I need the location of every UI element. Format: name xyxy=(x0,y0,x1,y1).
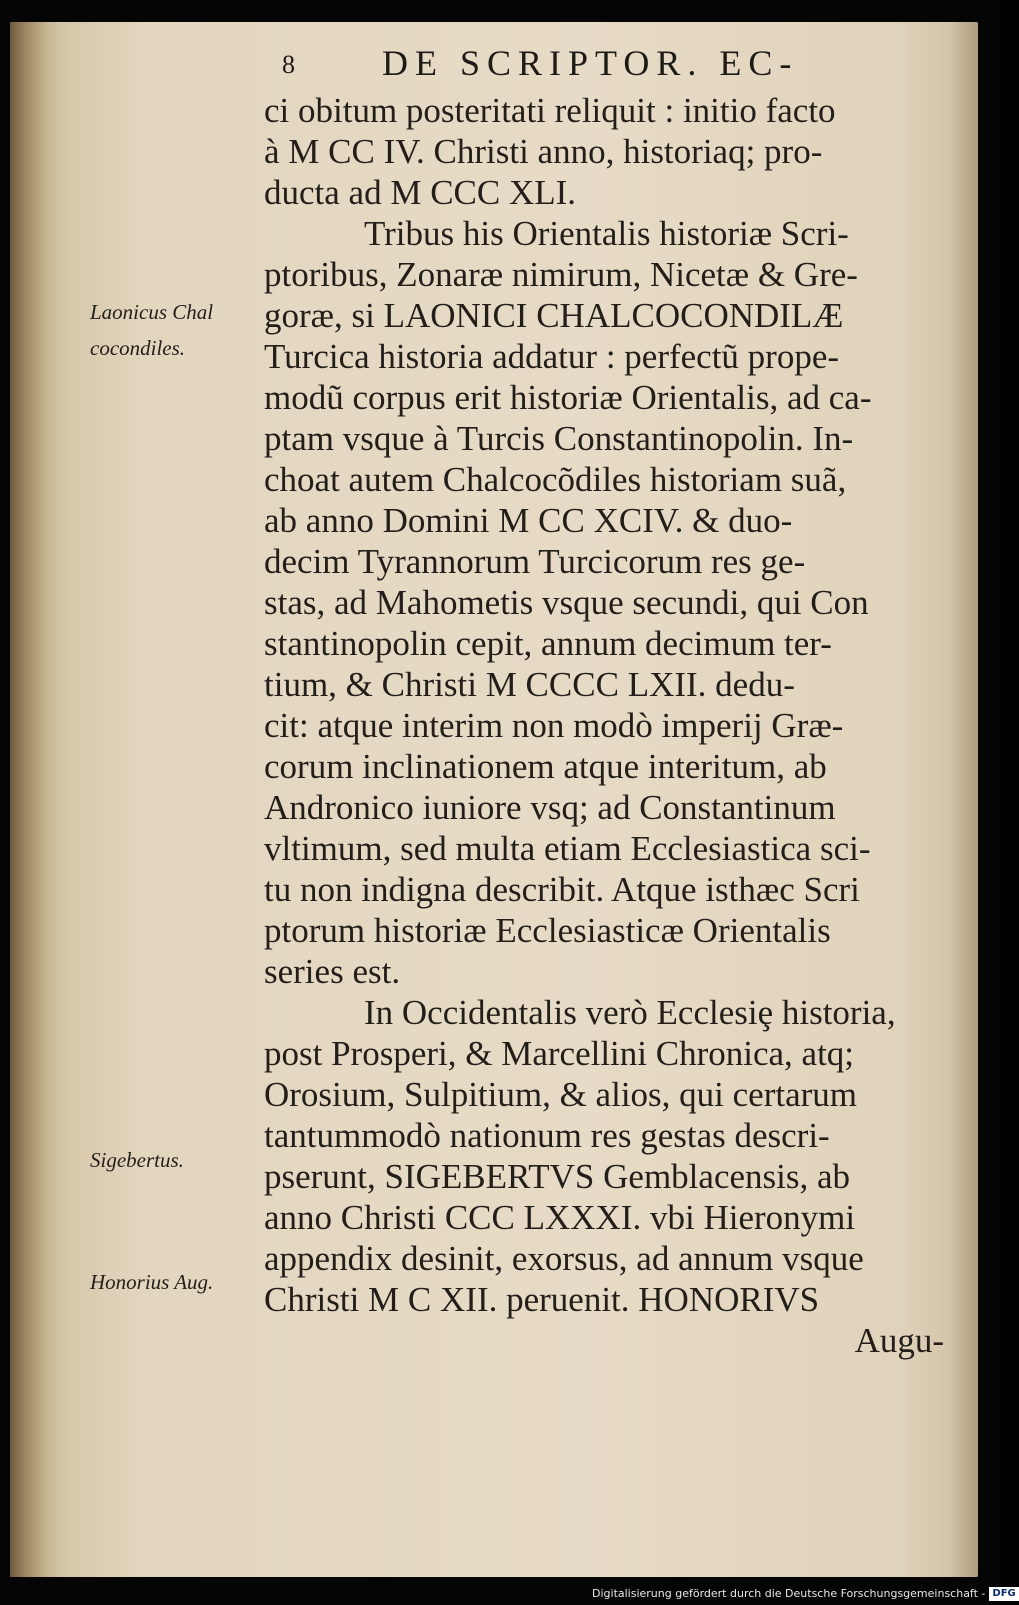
body-text xyxy=(264,90,944,1361)
text-line: appendix desinit, exorsus, ad annum vsque xyxy=(264,1239,864,1278)
margin-note: cocondiles. xyxy=(90,336,186,360)
text-line: post Prosperi, & Marcellini Chronica, atq; xyxy=(264,1034,855,1073)
text-line: choat autem Chalcocõdiles historiam suã, xyxy=(264,460,847,499)
catchword: Augu- xyxy=(854,1321,944,1360)
margin-note: Laonicus Chal xyxy=(90,300,214,324)
text-line: ptam vsque à Turcis Constantinopolin. In- xyxy=(264,419,854,458)
text-line: Christi M C XII. peruenit. HONORIVS xyxy=(264,1280,820,1319)
text-line: pserunt, SIGEBERTVS Gemblacensis, ab xyxy=(264,1157,851,1196)
text-line: vltimum, sed multa etiam Ecclesiastica sci- xyxy=(264,829,871,868)
text-line: tantummodò nationum res gestas descri- xyxy=(264,1116,830,1155)
text-line: decim Tyrannorum Turcicorum res ge- xyxy=(264,542,806,581)
text-line: modũ corpus erit historiæ Orientalis, ad ca- xyxy=(264,378,872,417)
text-line: Turcica historia addatur : perfectũ prope- xyxy=(264,337,840,376)
text-line: à M CC IV. Christi anno, historiaq; pro- xyxy=(264,132,823,171)
text-line: tu non indigna describit. Atque isthæc Scri xyxy=(264,870,860,909)
text-line: tium, & Christi M CCCC LXII. dedu- xyxy=(264,665,795,704)
text-line: ptoribus, Zonaræ nimirum, Nicetæ & Gre- xyxy=(264,255,858,294)
running-head: DE SCRIPTOR. EC- xyxy=(382,43,799,83)
text-line: ab anno Domini M CC XCIV. & duo- xyxy=(264,501,793,540)
text-line: ptorum historiæ Ecclesiasticæ Orientalis xyxy=(264,911,831,950)
text-line: stas, ad Mahometis vsque secundi, qui Con xyxy=(264,583,869,622)
text-line: stantinopolin cepit, annum decimum ter- xyxy=(264,624,832,663)
margin-note: Honorius Aug. xyxy=(90,1270,214,1294)
footer-text: Digitalisierung gefördert durch die Deutsche Forschungsgemeinschaft - xyxy=(592,1587,986,1600)
dfg-logo: DFG xyxy=(989,1587,1018,1601)
text-line: ducta ad M CCC XLI. xyxy=(264,173,577,212)
text-line: Tribus his Orientalis historiæ Scri- xyxy=(364,214,849,253)
text-line: ci obitum posteritati reliquit : initio facto xyxy=(264,91,836,130)
page-edge-shadow xyxy=(948,22,978,1577)
text-line: series est. xyxy=(264,952,401,991)
text-line: Andronico iuniore vsq; ad Constantinum xyxy=(264,788,836,827)
text-line: Orosium, Sulpitium, & alios, qui certarum xyxy=(264,1075,858,1114)
margin-note: Sigebertus. xyxy=(90,1148,184,1172)
page-number: 8 xyxy=(282,50,295,79)
page-header xyxy=(282,40,822,90)
digitization-footer xyxy=(592,1583,1016,1605)
text-line: cit: atque interim non modò imperij Græ- xyxy=(264,706,844,745)
text-line: corum inclinationem atque interitum, ab xyxy=(264,747,827,786)
text-line: anno Christi CCC LXXXI. vbi Hieronymi xyxy=(264,1198,856,1237)
text-line: goræ, si LAONICI CHALCOCONDILÆ xyxy=(264,296,844,335)
text-line: In Occidentalis verò Ecclesiȩ historia, xyxy=(364,993,896,1032)
page-gutter xyxy=(10,22,58,1577)
